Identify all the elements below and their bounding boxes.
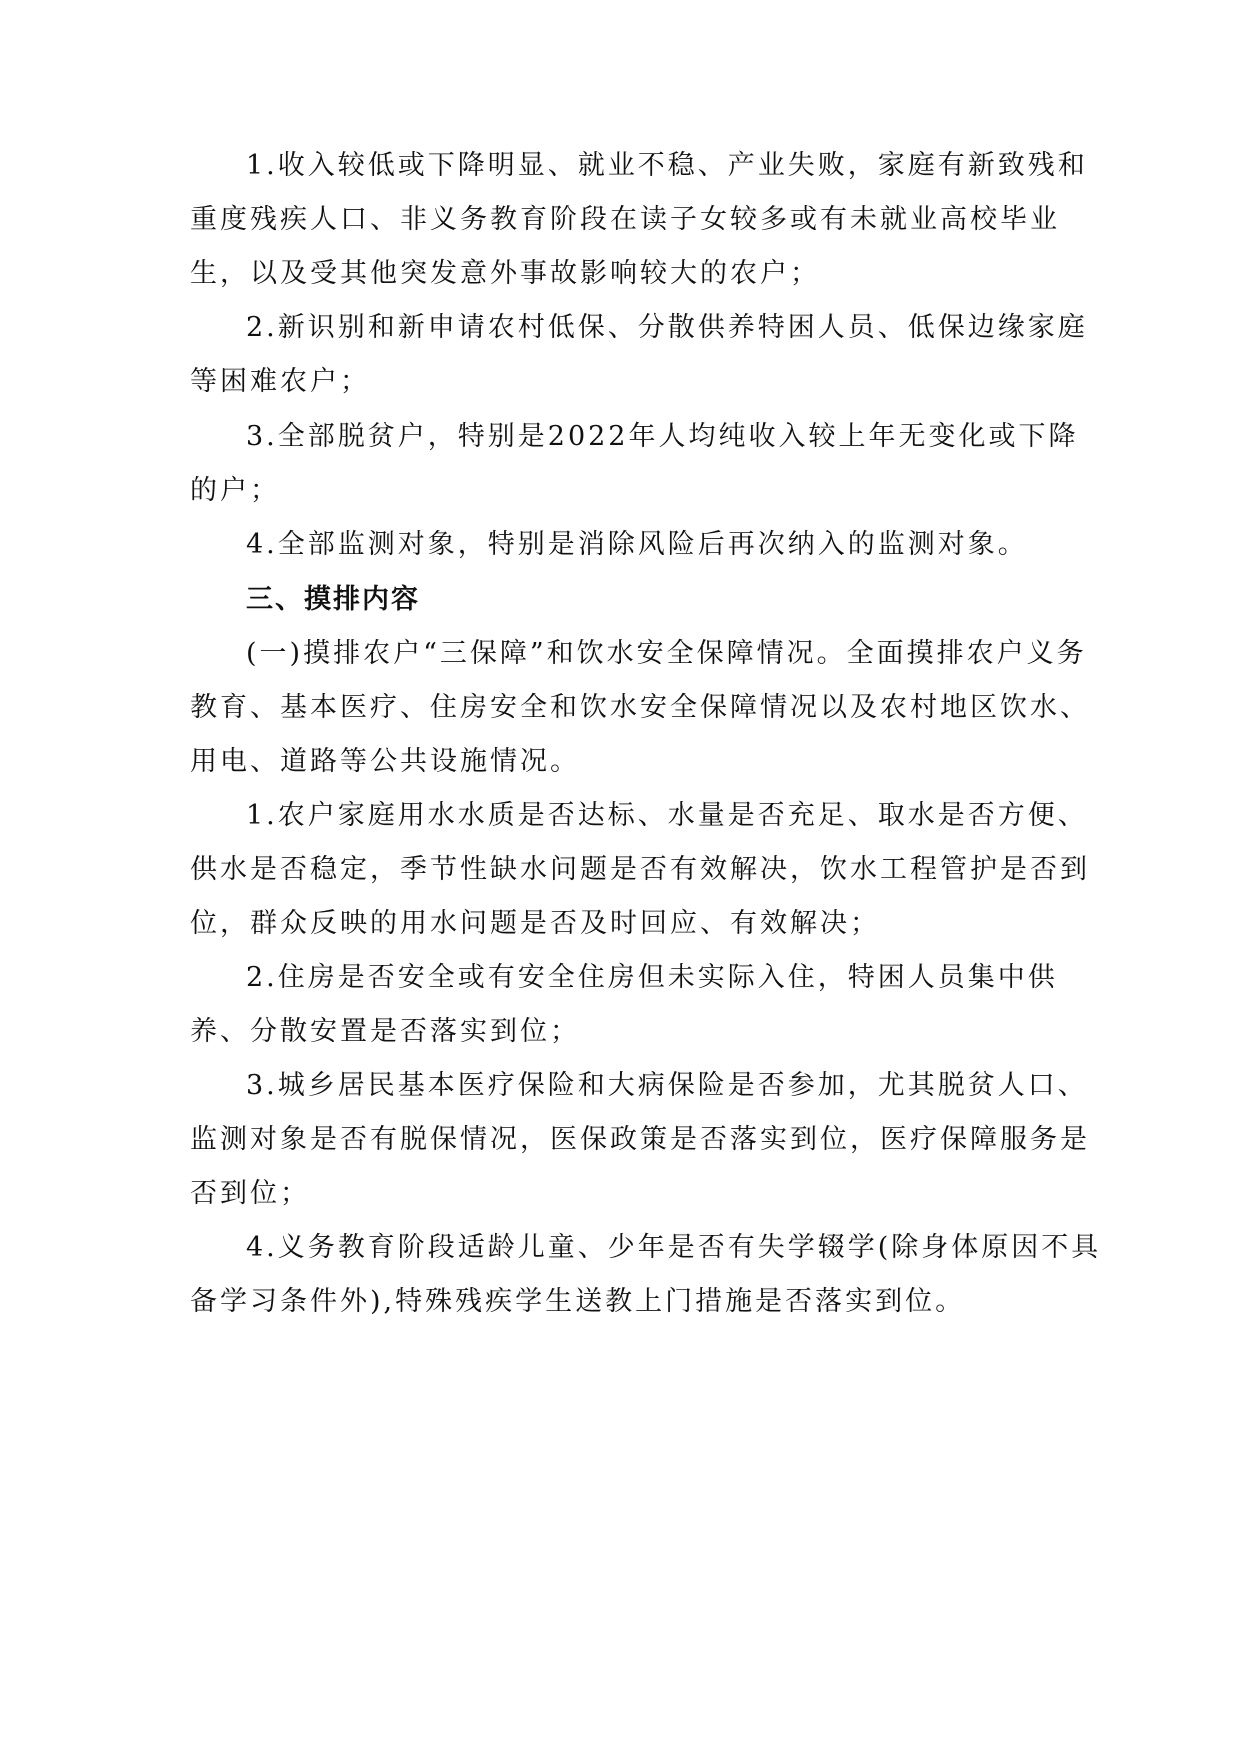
item-education-line-1: 4.义务教育阶段适龄儿童、少年是否有失学辍学(除身体原因不具 bbox=[246, 1232, 1102, 1263]
subsection-1-line-2: 教育、基本医疗、住房安全和饮水安全保障情况以及农村地区饮水、 bbox=[190, 692, 1090, 723]
item-housing-line-2: 养、分散安置是否落实到位； bbox=[190, 1016, 580, 1047]
item-water-line-3: 位，群众反映的用水问题是否及时回应、有效解决； bbox=[190, 908, 880, 939]
subsection-1-line-1: (一)摸排农户“三保障”和饮水安全保障情况。全面摸排农户义务 bbox=[246, 638, 1087, 669]
item-education-line-2: 备学习条件外),特殊残疾学生送教上门措施是否落实到位。 bbox=[190, 1286, 966, 1317]
list-item-1-line-3: 生，以及受其他突发意外事故影响较大的农户； bbox=[190, 258, 820, 289]
list-item-4-line-1: 4.全部监测对象，特别是消除风险后再次纳入的监测对象。 bbox=[246, 529, 1028, 560]
item-water-line-2: 供水是否稳定，季节性缺水问题是否有效解决，饮水工程管护是否到 bbox=[190, 854, 1090, 885]
item-water-line-1: 1.农户家庭用水水质是否达标、水量是否充足、取水是否方便、 bbox=[246, 800, 1088, 831]
subsection-1-line-3: 用电、道路等公共设施情况。 bbox=[190, 746, 580, 777]
list-item-3-line-2: 的户； bbox=[190, 475, 280, 506]
list-item-1-line-2: 重度残疾人口、非义务教育阶段在读子女较多或有未就业高校毕业 bbox=[190, 204, 1060, 235]
list-item-2-line-2: 等困难农户； bbox=[190, 366, 370, 397]
item-medical-line-3: 否到位； bbox=[190, 1178, 310, 1209]
item-housing-line-1: 2.住房是否安全或有安全住房但未实际入住，特困人员集中供 bbox=[246, 962, 1058, 993]
section-heading: 三、摸排内容 bbox=[246, 584, 420, 615]
list-item-1-line-1: 1.收入较低或下降明显、就业不稳、产业失败，家庭有新致残和 bbox=[246, 150, 1088, 181]
item-medical-line-2: 监测对象是否有脱保情况，医保政策是否落实到位，医疗保障服务是 bbox=[190, 1124, 1090, 1155]
item-medical-line-1: 3.城乡居民基本医疗保险和大病保险是否参加，尤其脱贫人口、 bbox=[246, 1070, 1088, 1101]
list-item-3-line-1: 3.全部脱贫户，特别是2022年人均纯收入较上年无变化或下降 bbox=[246, 421, 1079, 452]
list-item-2-line-1: 2.新识别和新申请农村低保、分散供养特困人员、低保边缘家庭 bbox=[246, 312, 1088, 343]
